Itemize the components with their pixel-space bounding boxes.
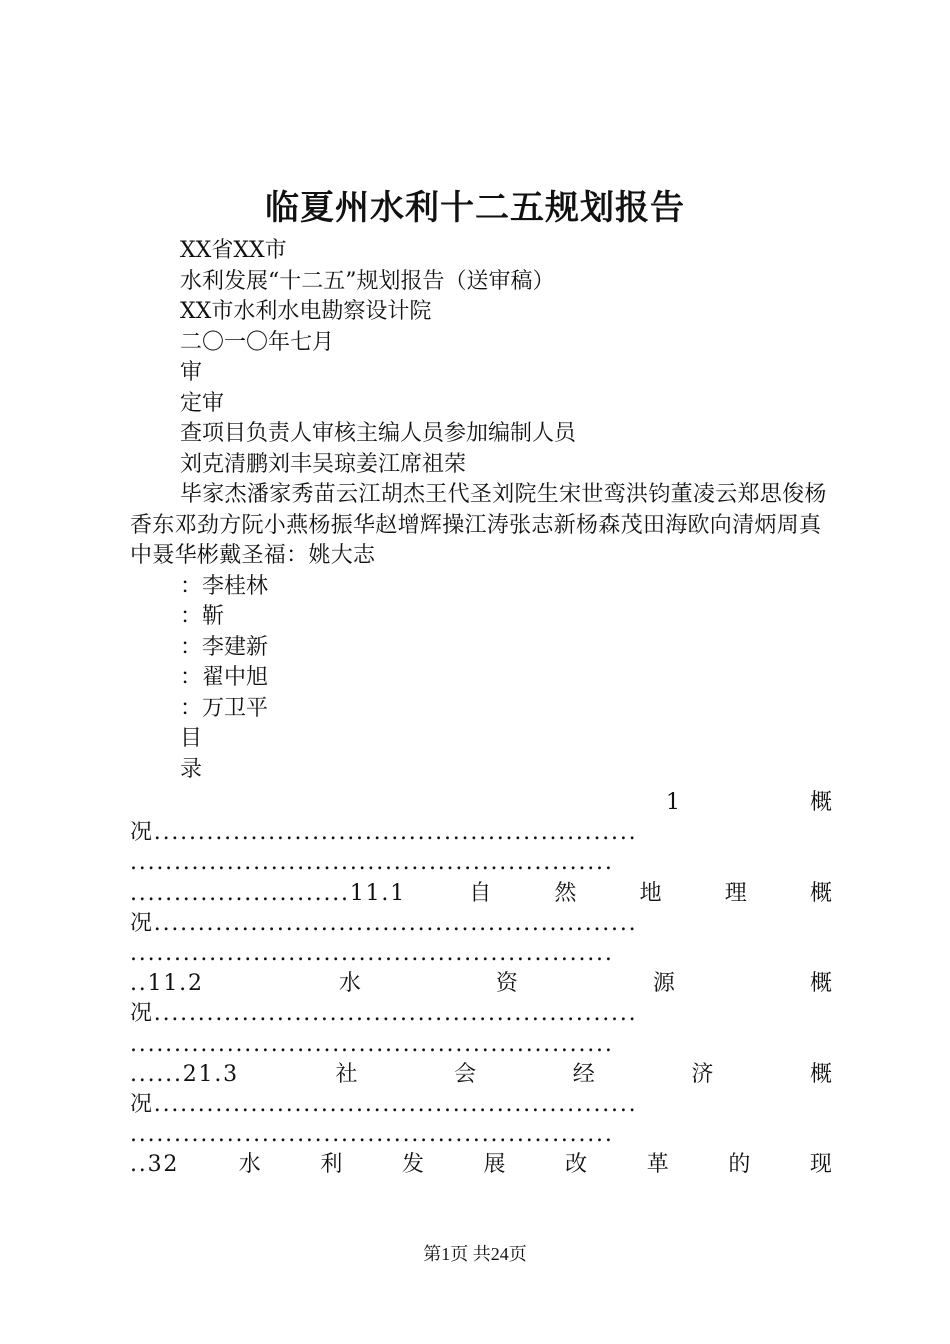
toc-word: 经 xyxy=(572,1061,595,1087)
document-title: 临夏州水利十二五规划报告 xyxy=(265,188,685,228)
toc-word: 水 xyxy=(338,971,361,997)
toc-number: ......21.3 xyxy=(130,1061,239,1087)
toc-row xyxy=(130,788,832,818)
toc-row xyxy=(130,1120,832,1150)
toc-leader: 况....................................................... xyxy=(130,820,638,846)
toc-word: 发 xyxy=(401,1152,424,1178)
signer-line: ：李桂林 xyxy=(180,573,269,599)
staff-paragraph: 毕家杰潘家秀苗云江胡杰王代圣刘院生宋世鸾洪钧董凌云郑思俊杨香东邓劲方阮小燕杨振华赵增辉操江涛张志新杨森茂田海欧向清炳周真中聂华彬戴圣福：姚大志 xyxy=(130,482,827,568)
toc-row xyxy=(130,1030,832,1060)
toc-heading: 录 xyxy=(180,756,203,782)
toc-leader: ....................................................... xyxy=(130,1122,614,1148)
toc-number: ..32 xyxy=(130,1152,180,1178)
toc-row xyxy=(130,1060,832,1090)
signer-line: ：万卫平 xyxy=(180,695,269,721)
cover-line: 水利发展“十二五”规划报告（送审稿） xyxy=(180,268,555,294)
toc-row xyxy=(130,939,832,969)
toc-leader: 况....................................................... xyxy=(130,1091,638,1117)
toc-row xyxy=(130,1090,832,1120)
toc-word: 现 xyxy=(809,1152,832,1178)
toc-word: 的 xyxy=(728,1152,751,1178)
toc-word: 概 xyxy=(809,1061,832,1087)
toc-row xyxy=(130,1150,832,1180)
toc-leader: 况....................................................... xyxy=(130,910,638,936)
toc-word: 展 xyxy=(483,1152,506,1178)
toc-word: 源 xyxy=(652,971,675,997)
page-footer: 第1页 共24页 xyxy=(423,1244,527,1264)
cover-line: 定审 xyxy=(180,390,225,416)
toc-word: 自 xyxy=(469,880,492,906)
toc-number: ..11.2 xyxy=(130,971,204,997)
cover-line: 刘克清鹏刘丰吴琼姜江席祖荣 xyxy=(180,451,467,477)
toc-word: 概 xyxy=(809,790,832,815)
toc-word: 改 xyxy=(565,1152,588,1178)
toc-leader: .........................11.1 xyxy=(130,880,407,906)
toc-word: 然 xyxy=(554,880,577,906)
signer-line: ：李建新 xyxy=(180,634,269,660)
toc-leader: ....................................................... xyxy=(130,850,614,876)
toc-word: 社 xyxy=(335,1061,358,1087)
toc-leader: 况....................................................... xyxy=(130,1001,638,1027)
toc-word: 资 xyxy=(495,971,518,997)
toc-word: 理 xyxy=(724,880,747,906)
cover-line: 查项目负责人审核主编人员参加编制人员 xyxy=(180,421,577,446)
cover-content xyxy=(130,236,832,785)
toc-word: 水 xyxy=(238,1152,261,1178)
toc-heading: 目 xyxy=(180,726,203,751)
toc-row xyxy=(130,879,832,909)
toc-row xyxy=(130,848,832,878)
toc-word: 地 xyxy=(639,880,662,906)
toc-row xyxy=(130,969,832,999)
toc-word: 济 xyxy=(691,1061,714,1087)
toc-word: 概 xyxy=(809,880,832,906)
cover-line: 审 xyxy=(180,360,203,385)
toc-leader: ....................................................... xyxy=(130,940,614,966)
signer-line: ：翟中旭 xyxy=(180,665,269,690)
signer-line: ：靳 xyxy=(180,604,225,629)
toc-word: 会 xyxy=(454,1061,477,1087)
toc-leader: ....................................................... xyxy=(130,1031,614,1057)
cover-line: XX省XX市 xyxy=(180,238,287,263)
toc-row xyxy=(130,818,832,848)
cover-line: XX市水利水电勘察设计院 xyxy=(180,299,432,324)
toc-row xyxy=(130,999,832,1029)
toc-number: 1 xyxy=(665,790,680,815)
toc-word: 利 xyxy=(320,1152,343,1178)
toc-word: 概 xyxy=(809,971,832,997)
cover-line: 二〇一〇年七月 xyxy=(180,329,335,355)
toc-word: 革 xyxy=(646,1152,669,1178)
table-of-contents xyxy=(130,788,832,1180)
toc-row xyxy=(130,909,832,939)
